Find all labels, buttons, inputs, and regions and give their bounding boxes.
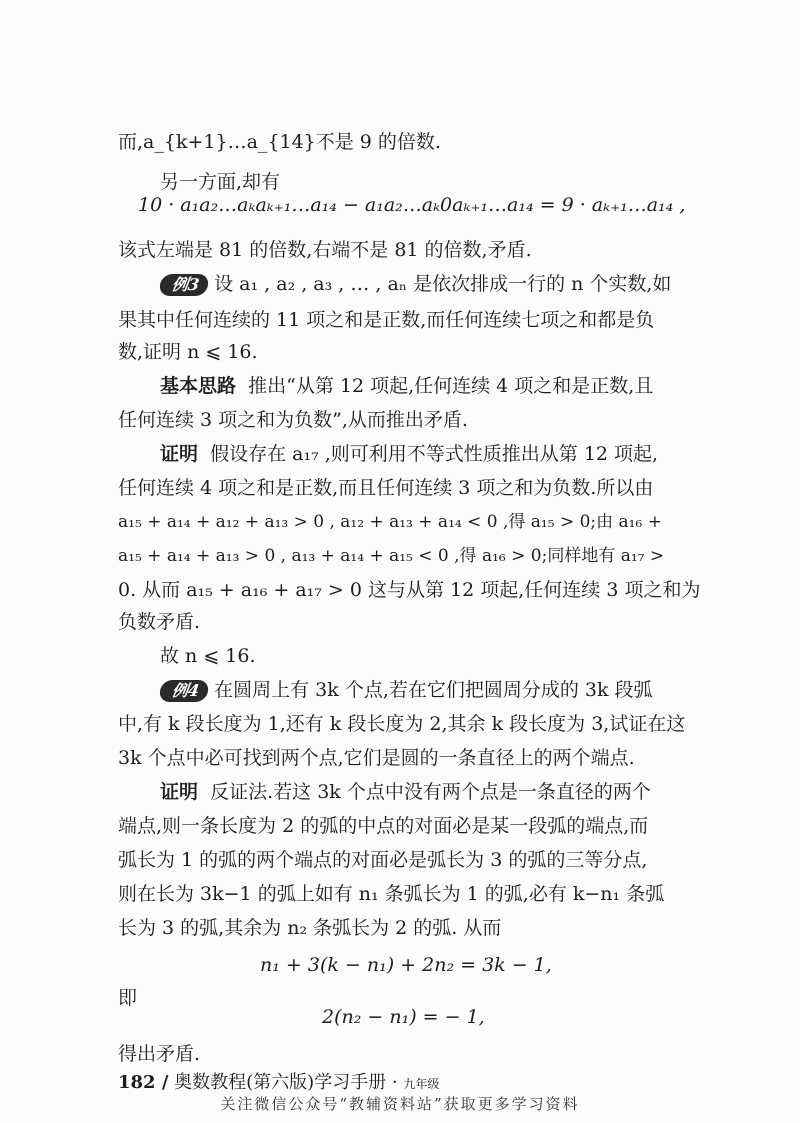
equation-1: 10 · a₁a₂…aₖaₖ₊₁…a₁₄ − a₁a₂…aₖ0aₖ₊₁…a₁₄ = 9 · aₖ₊₁…a₁₄ , [138,194,686,216]
proof-label: 证明 [160,781,199,803]
example-3-line-1 [160,270,730,298]
text: 端点,则一条长度为 2 的弧的中点的对面必是某一段弧的端点,而 [118,815,649,837]
text: 果其中任何连续的 11 项之和是正数,而任何连续七项之和都是负 [118,309,655,331]
book-title: 奥数教程(第六版)学习手册 · [174,1072,398,1093]
text-line [118,542,688,570]
text: 数,证明 n ⩽ 16. [118,341,258,363]
text-line [118,306,688,334]
text: 另一方面,却有 [160,171,281,193]
text: 推出“从第 12 项起,任何连续 4 项之和是正数,且 [248,375,654,397]
text-line [118,576,701,604]
page-number: 182 / [118,1072,169,1093]
text: 则在长为 3k−1 的弧上如有 n₁ 条弧长为 1 的弧,必有 k−n₁ 条弧 [118,883,665,905]
text: 反证法.若这 3k 个点中没有两个点是一条直径的两个 [210,781,651,803]
text: 任何连续 3 项之和为负数”,从而推出矛盾. [118,409,468,431]
example-4-line-1 [160,676,730,704]
idea-line-1 [160,372,730,400]
text: a₁₅ + a₁₄ + a₁₂ + a₁₃ > 0 , a₁₂ + a₁₃ + a₁₄ < 0 ,得 a₁₅ > 0;由 a₁₆ + [118,512,662,532]
text: 设 a₁ , a₂ , a₃ , … , aₙ 是依次排成一行的 n 个实数,如 [214,273,672,295]
text-line [118,474,688,502]
text-line [118,914,688,942]
text: 长为 3 的弧,其余为 n₂ 条弧长为 2 的弧. 从而 [118,917,502,939]
text: 即 [118,987,138,1009]
text-line [118,710,688,738]
text: 负数矛盾. [118,611,201,633]
text: 任何连续 4 项之和是正数,而且任何连续 3 项之和为负数.所以由 [118,477,654,499]
example-badge: 例4 [158,680,209,702]
proof-line-1 [160,440,730,468]
text: 在圆周上有 3k 个点,若在它们把圆周分成的 3k 段弧 [214,679,653,701]
text-line [118,880,688,908]
proof-2-line-1 [160,778,730,806]
text-line [118,236,688,264]
proof-label: 证明 [160,443,199,465]
page-footer [118,1068,439,1094]
text: 该式左端是 81 的倍数,右端不是 81 的倍数,矛盾. [118,239,532,261]
text-line [118,1040,688,1068]
text-line [118,508,688,536]
idea-label: 基本思路 [160,375,237,397]
equation-3: 2(n₂ − n₁) = − 1, [322,1006,485,1028]
text: 中,有 k 段长度为 1,还有 k 段长度为 2,其余 k 段长度为 3,试证在这 [118,713,686,735]
text-line [118,128,688,156]
equation-2: n₁ + 3(k − n₁) + 2n₂ = 3k − 1, [260,954,552,976]
text-line [160,642,730,670]
text: a₁₅ + a₁₄ + a₁₃ > 0 , a₁₃ + a₁₄ + a₁₅ < 0 ,得 a₁₆ > 0;同样地有 a₁₇ > [118,546,665,566]
watermark-note: 关注微信公众号“教辅资料站”获取更多学习资料 [220,1095,580,1113]
text: 故 n ⩽ 16. [160,645,256,667]
text-line [118,744,688,772]
text: 弧长为 1 的弧的两个端点的对面必是弧长为 3 的弧的三等分点, [118,849,648,871]
text-line [118,338,688,366]
text: 而,a_{k+1}…a_{14}不是 9 的倍数. [118,131,441,153]
text-line [118,608,688,636]
text: 3k 个点中必可找到两个点,它们是圆的一条直径上的两个端点. [118,747,635,769]
text-line [118,846,688,874]
text: 得出矛盾. [118,1043,201,1065]
text-line [118,812,688,840]
text: 假设存在 a₁₇ ,则可利用不等式性质推出从第 12 项起, [210,443,659,465]
text: 0. 从而 a₁₅ + a₁₆ + a₁₇ > 0 这与从第 12 项起,任何连续 3 项之和为 [118,579,701,601]
text-line [118,406,688,434]
grade-label: 九年级 [403,1077,440,1091]
example-badge: 例3 [158,274,209,296]
